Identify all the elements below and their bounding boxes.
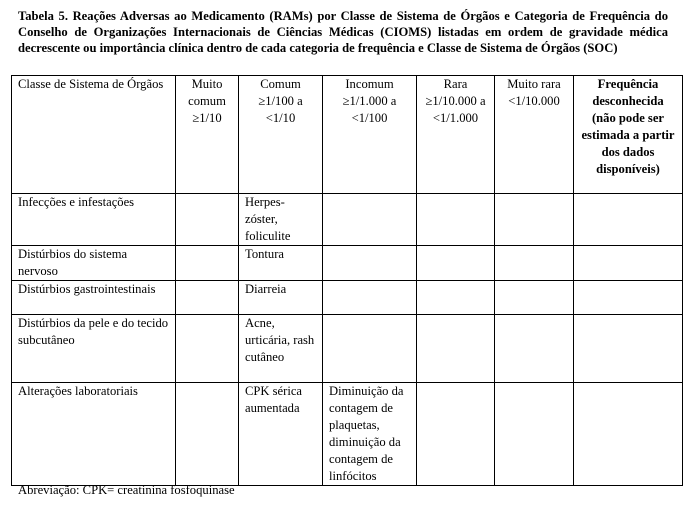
table-cell: CPK sérica aumentada — [239, 383, 323, 486]
table-cell: Distúrbios da pele e do tecido subcutâneo — [12, 315, 176, 383]
table-cell — [176, 315, 239, 383]
table-cell — [495, 194, 574, 246]
table-cell — [323, 315, 417, 383]
table-cell — [417, 246, 495, 281]
table-cell — [495, 281, 574, 315]
table-cell — [574, 246, 683, 281]
header-frequency-unknown: Frequência desconhecida (não pode ser estimada a partir dos dados disponíveis) — [574, 76, 683, 194]
table-cell: Infecções e infestações — [12, 194, 176, 246]
table-row — [12, 315, 683, 383]
table-cell — [574, 194, 683, 246]
table-cell: Distúrbios do sistema nervoso — [12, 246, 176, 281]
header-organ-class: Classe de Sistema de Órgãos — [12, 76, 176, 194]
table-row — [12, 281, 683, 315]
table-cell: Herpes-zóster, foliculite — [239, 194, 323, 246]
header-rare: Rara ≥1/10.000 a <1/1.000 — [417, 76, 495, 194]
table-cell — [495, 246, 574, 281]
adverse-reactions-table — [11, 75, 683, 486]
footnote: Abreviação: CPK= creatinina fosfoquinase — [18, 483, 235, 497]
table-cell: Diarreia — [239, 281, 323, 315]
header-common: Comum ≥1/100 a <1/10 — [239, 76, 323, 194]
table-cell — [323, 194, 417, 246]
table-cell — [323, 246, 417, 281]
table-cell: Tontura — [239, 246, 323, 281]
header-row — [12, 76, 683, 194]
table-row — [12, 246, 683, 281]
table-cell — [495, 315, 574, 383]
table-cell — [417, 281, 495, 315]
table-row — [12, 194, 683, 246]
table-cell — [417, 315, 495, 383]
table-cell — [574, 315, 683, 383]
table-cell — [417, 194, 495, 246]
table-cell — [176, 281, 239, 315]
header-very-common: Muito comum ≥1/10 — [176, 76, 239, 194]
table-cell — [417, 383, 495, 486]
table-cell — [574, 281, 683, 315]
table-cell: Alterações laboratoriais — [12, 383, 176, 486]
table-row — [12, 383, 683, 486]
header-uncommon: Incomum ≥1/1.000 a <1/100 — [323, 76, 417, 194]
table-cell — [574, 383, 683, 486]
header-very-rare: Muito rara <1/10.000 — [495, 76, 574, 194]
table-cell — [176, 383, 239, 486]
table-cell: Distúrbios gastrointestinais — [12, 281, 176, 315]
table-cell — [176, 194, 239, 246]
table-cell: Diminuição da contagem de plaquetas, diminuição da contagem de linfócitos — [323, 383, 417, 486]
table-cell — [323, 281, 417, 315]
table-cell — [176, 246, 239, 281]
table-cell — [495, 383, 574, 486]
table-caption: Tabela 5. Reações Adversas ao Medicamento (RAMs) por Classe de Sistema de Órgãos e Categoria de Frequência do Conselho de Organizações Internacionais de Ciências Médicas (CIOMS) listadas em ordem de gravidade médica decrescente ou importância clínica dentro de cada categoria de frequência e Classe de Sistema de Órgãos (SOC) — [18, 9, 668, 56]
table-cell: Acne, urticária, rash cutâneo — [239, 315, 323, 383]
